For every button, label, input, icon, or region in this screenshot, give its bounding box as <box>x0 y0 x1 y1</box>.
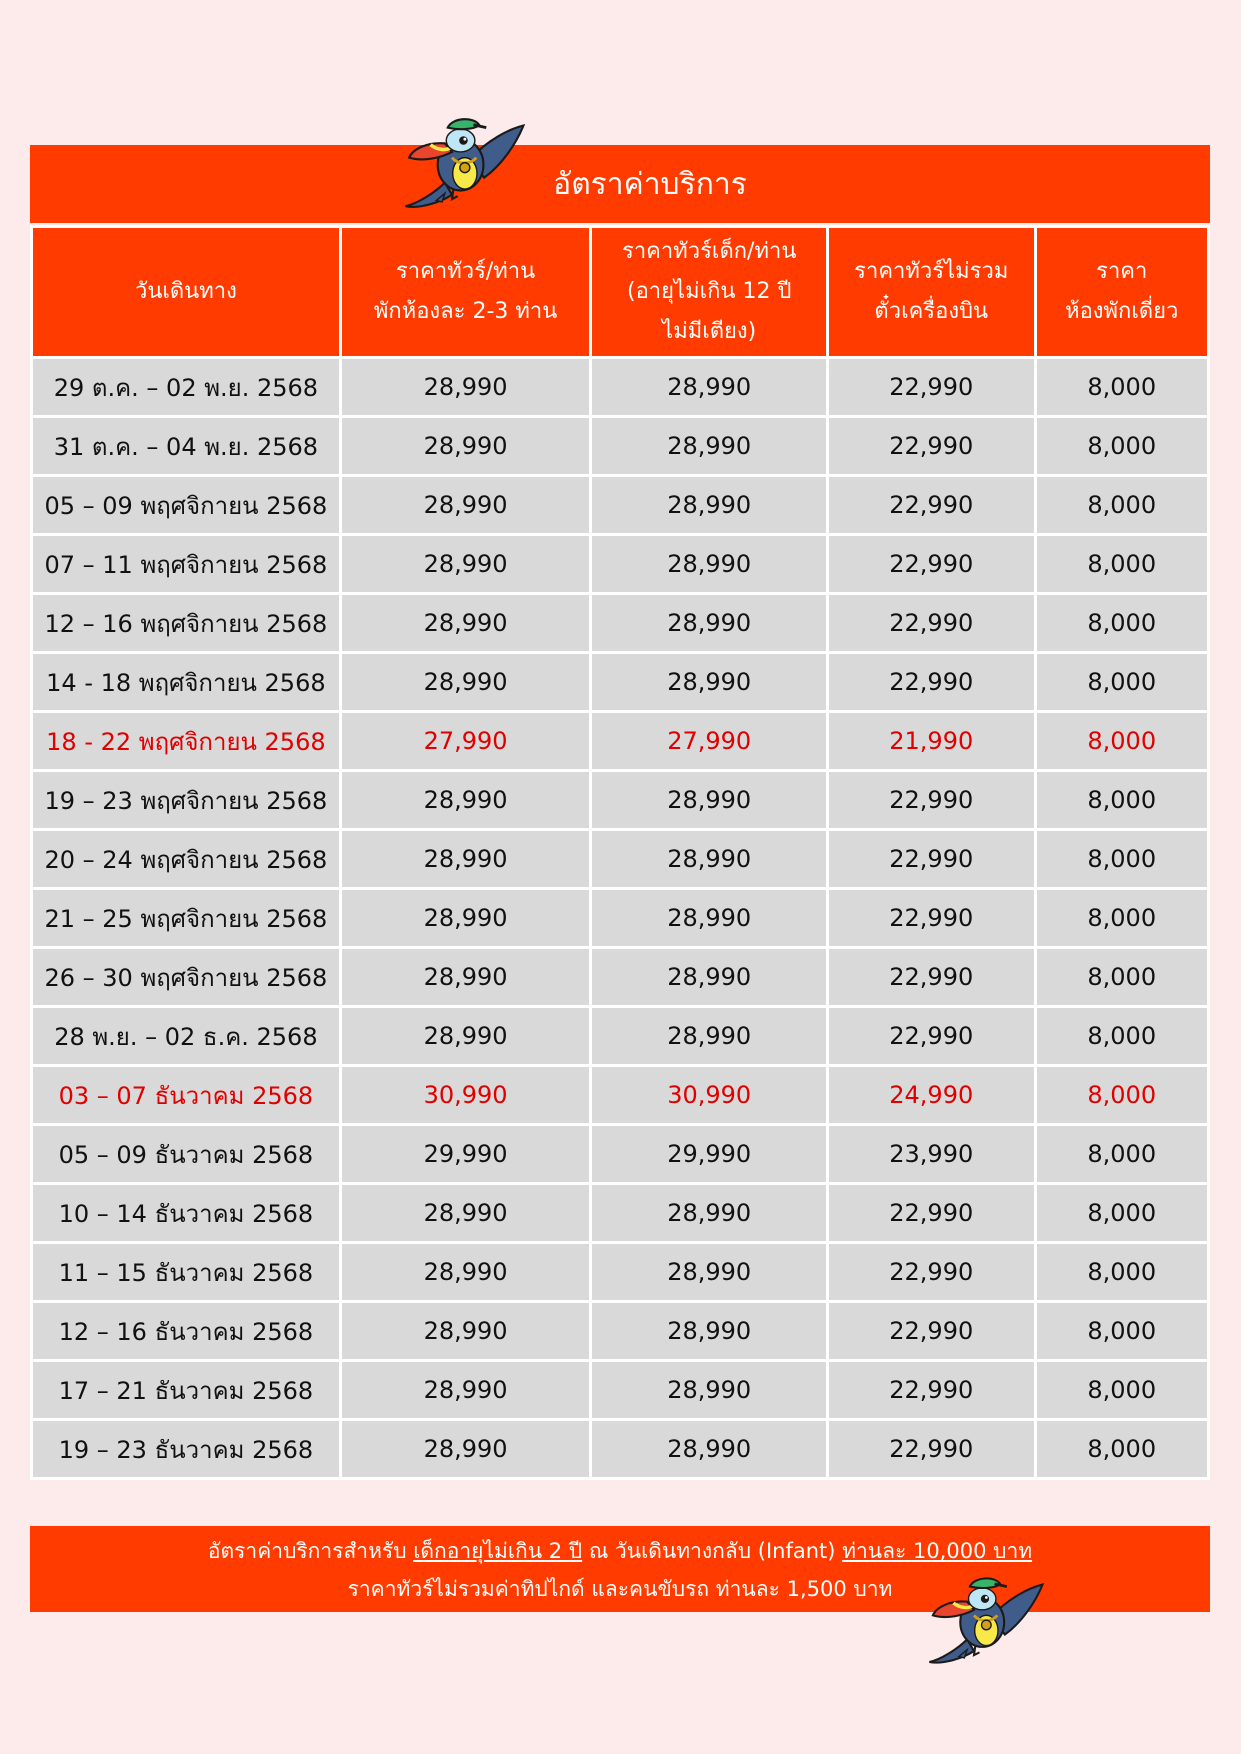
travel-date-cell: 05 – 09 ธันวาคม 2568 <box>32 1125 341 1184</box>
infant-price-text: ท่านละ 10,000 บาท <box>842 1539 1033 1563</box>
no-flight-price-cell: 22,990 <box>828 830 1036 889</box>
travel-date-cell: 03 – 07 ธันวาคม 2568 <box>32 1066 341 1125</box>
table-row <box>32 653 1209 712</box>
child-price-cell: 28,990 <box>591 948 828 1007</box>
no-flight-price-cell: 22,990 <box>828 1243 1036 1302</box>
header-travel-date: วันเดินทาง <box>32 227 341 358</box>
no-flight-price-cell: 22,990 <box>828 1361 1036 1420</box>
table-row <box>32 1125 1209 1184</box>
child-price-cell: 28,990 <box>591 1184 828 1243</box>
table-row <box>32 1007 1209 1066</box>
toucan-mascot-icon <box>926 1568 1046 1673</box>
adult-price-cell: 28,990 <box>340 594 591 653</box>
header-child-price: ราคาทัวร์เด็ก/ท่าน (อายุไม่เกิน 12 ปี ไม่มีเตียง) <box>591 227 828 358</box>
travel-date-cell: 12 – 16 ธันวาคม 2568 <box>32 1302 341 1361</box>
child-price-cell: 28,990 <box>591 417 828 476</box>
table-row <box>32 594 1209 653</box>
no-flight-price-cell: 22,990 <box>828 1420 1036 1479</box>
child-price-cell: 28,990 <box>591 1361 828 1420</box>
table-row <box>32 889 1209 948</box>
table-row <box>32 1184 1209 1243</box>
child-price-cell: 27,990 <box>591 712 828 771</box>
travel-date-cell: 28 พ.ย. – 02 ธ.ค. 2568 <box>32 1007 341 1066</box>
travel-date-cell: 10 – 14 ธันวาคม 2568 <box>32 1184 341 1243</box>
header-adult-price: ราคาทัวร์/ท่าน พักห้องละ 2-3 ท่าน <box>340 227 591 358</box>
adult-price-cell: 28,990 <box>340 830 591 889</box>
child-price-cell: 30,990 <box>591 1066 828 1125</box>
no-flight-price-cell: 22,990 <box>828 1302 1036 1361</box>
infant-rate-note: อัตราค่าบริการสำหรับ เด็กอายุไม่เกิน 2 ปี ณ วันเดินทางกลับ (Infant) ท่านละ 10,000 บาท <box>207 1539 1033 1563</box>
adult-price-cell: 28,990 <box>340 1184 591 1243</box>
table-row <box>32 358 1209 417</box>
no-flight-price-cell: 22,990 <box>828 1007 1036 1066</box>
table-row <box>32 1066 1209 1125</box>
no-flight-price-cell: 22,990 <box>828 476 1036 535</box>
no-flight-price-cell: 22,990 <box>828 594 1036 653</box>
table-row <box>32 476 1209 535</box>
single-room-price-cell: 8,000 <box>1035 417 1208 476</box>
single-room-price-cell: 8,000 <box>1035 712 1208 771</box>
infant-age-text: เด็กอายุไม่เกิน 2 ปี <box>413 1539 583 1563</box>
child-price-cell: 28,990 <box>591 1420 828 1479</box>
no-flight-price-cell: 22,990 <box>828 417 1036 476</box>
no-flight-price-cell: 22,990 <box>828 358 1036 417</box>
single-room-price-cell: 8,000 <box>1035 1420 1208 1479</box>
single-room-price-cell: 8,000 <box>1035 1302 1208 1361</box>
no-flight-price-cell: 21,990 <box>828 712 1036 771</box>
title-bar <box>30 145 1210 223</box>
no-flight-price-cell: 22,990 <box>828 1184 1036 1243</box>
adult-price-cell: 28,990 <box>340 358 591 417</box>
page-title: อัตราค่าบริการ <box>553 166 747 202</box>
single-room-price-cell: 8,000 <box>1035 948 1208 1007</box>
adult-price-cell: 27,990 <box>340 712 591 771</box>
toucan-mascot-icon <box>402 108 527 218</box>
single-room-price-cell: 8,000 <box>1035 535 1208 594</box>
adult-price-cell: 28,990 <box>340 417 591 476</box>
adult-price-cell: 28,990 <box>340 1243 591 1302</box>
child-price-cell: 28,990 <box>591 476 828 535</box>
child-price-cell: 28,990 <box>591 1243 828 1302</box>
single-room-price-cell: 8,000 <box>1035 1125 1208 1184</box>
single-room-price-cell: 8,000 <box>1035 830 1208 889</box>
travel-date-cell: 29 ต.ค. – 02 พ.ย. 2568 <box>32 358 341 417</box>
table-row <box>32 417 1209 476</box>
adult-price-cell: 28,990 <box>340 1302 591 1361</box>
travel-date-cell: 12 – 16 พฤศจิกายน 2568 <box>32 594 341 653</box>
single-room-price-cell: 8,000 <box>1035 889 1208 948</box>
single-room-price-cell: 8,000 <box>1035 1184 1208 1243</box>
travel-date-cell: 11 – 15 ธันวาคม 2568 <box>32 1243 341 1302</box>
no-flight-price-cell: 22,990 <box>828 948 1036 1007</box>
adult-price-cell: 28,990 <box>340 476 591 535</box>
travel-date-cell: 05 – 09 พฤศจิกายน 2568 <box>32 476 341 535</box>
adult-price-cell: 28,990 <box>340 889 591 948</box>
travel-date-cell: 20 – 24 พฤศจิกายน 2568 <box>32 830 341 889</box>
no-flight-price-cell: 22,990 <box>828 535 1036 594</box>
table-row <box>32 1243 1209 1302</box>
child-price-cell: 28,990 <box>591 771 828 830</box>
no-flight-price-cell: 22,990 <box>828 771 1036 830</box>
travel-date-cell: 14 - 18 พฤศจิกายน 2568 <box>32 653 341 712</box>
table-row <box>32 1420 1209 1479</box>
table-row <box>32 1302 1209 1361</box>
adult-price-cell: 28,990 <box>340 653 591 712</box>
single-room-price-cell: 8,000 <box>1035 476 1208 535</box>
table-row <box>32 535 1209 594</box>
no-flight-price-cell: 23,990 <box>828 1125 1036 1184</box>
travel-date-cell: 31 ต.ค. – 04 พ.ย. 2568 <box>32 417 341 476</box>
child-price-cell: 29,990 <box>591 1125 828 1184</box>
single-room-price-cell: 8,000 <box>1035 771 1208 830</box>
rate-table-body <box>32 358 1209 1479</box>
travel-date-cell: 21 – 25 พฤศจิกายน 2568 <box>32 889 341 948</box>
table-row <box>32 948 1209 1007</box>
child-price-cell: 28,990 <box>591 830 828 889</box>
travel-date-cell: 19 – 23 ธันวาคม 2568 <box>32 1420 341 1479</box>
adult-price-cell: 28,990 <box>340 535 591 594</box>
table-row <box>32 830 1209 889</box>
child-price-cell: 28,990 <box>591 1007 828 1066</box>
adult-price-cell: 28,990 <box>340 1007 591 1066</box>
single-room-price-cell: 8,000 <box>1035 1243 1208 1302</box>
child-price-cell: 28,990 <box>591 1302 828 1361</box>
adult-price-cell: 29,990 <box>340 1125 591 1184</box>
travel-date-cell: 18 - 22 พฤศจิกายน 2568 <box>32 712 341 771</box>
travel-date-cell: 19 – 23 พฤศจิกายน 2568 <box>32 771 341 830</box>
child-price-cell: 28,990 <box>591 653 828 712</box>
travel-date-cell: 26 – 30 พฤศจิกายน 2568 <box>32 948 341 1007</box>
adult-price-cell: 30,990 <box>340 1066 591 1125</box>
child-price-cell: 28,990 <box>591 358 828 417</box>
adult-price-cell: 28,990 <box>340 771 591 830</box>
child-price-cell: 28,990 <box>591 535 828 594</box>
single-room-price-cell: 8,000 <box>1035 653 1208 712</box>
child-price-cell: 28,990 <box>591 889 828 948</box>
header-single-room-price: ราคา ห้องพักเดี่ยว <box>1035 227 1208 358</box>
no-flight-price-cell: 24,990 <box>828 1066 1036 1125</box>
travel-date-cell: 07 – 11 พฤศจิกายน 2568 <box>32 535 341 594</box>
table-row <box>32 712 1209 771</box>
single-room-price-cell: 8,000 <box>1035 594 1208 653</box>
no-flight-price-cell: 22,990 <box>828 889 1036 948</box>
table-row <box>32 771 1209 830</box>
adult-price-cell: 28,990 <box>340 1420 591 1479</box>
child-price-cell: 28,990 <box>591 594 828 653</box>
table-header-row <box>32 227 1209 358</box>
tip-note: ราคาทัวร์ไม่รวมค่าทิปไกด์ และคนขับรถ ท่านละ 1,500 บาท <box>347 1577 893 1601</box>
adult-price-cell: 28,990 <box>340 1361 591 1420</box>
single-room-price-cell: 8,000 <box>1035 1361 1208 1420</box>
single-room-price-cell: 8,000 <box>1035 1066 1208 1125</box>
table-row <box>32 1361 1209 1420</box>
header-no-flight-price: ราคาทัวร์ไม่รวม ตั๋วเครื่องบิน <box>828 227 1036 358</box>
adult-price-cell: 28,990 <box>340 948 591 1007</box>
single-room-price-cell: 8,000 <box>1035 358 1208 417</box>
rate-table <box>30 225 1210 1480</box>
no-flight-price-cell: 22,990 <box>828 653 1036 712</box>
single-room-price-cell: 8,000 <box>1035 1007 1208 1066</box>
travel-date-cell: 17 – 21 ธันวาคม 2568 <box>32 1361 341 1420</box>
